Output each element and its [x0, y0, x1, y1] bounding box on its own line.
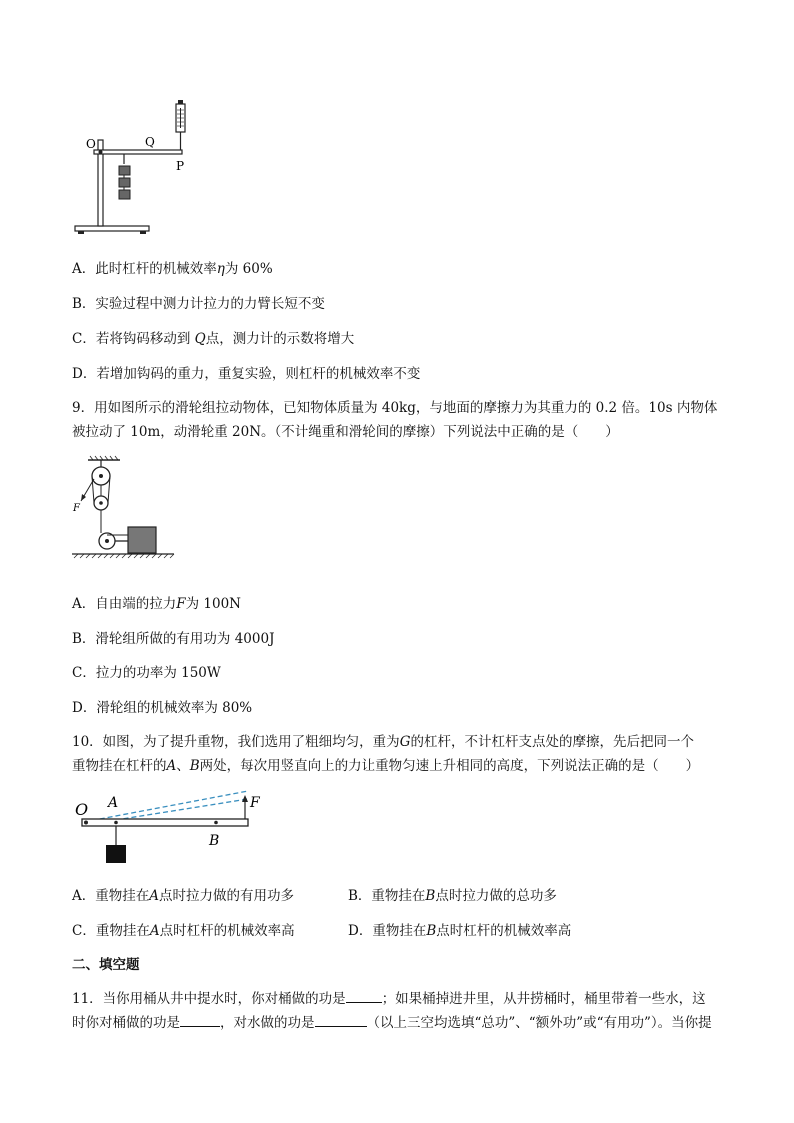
lever-lift-figure [70, 785, 270, 870]
q9-stem-line2: 被拉动了 10m，动滑轮重 20N。（不计绳重和滑轮间的摩擦）下列说法中正确的是（ ） [72, 424, 619, 440]
point-a [114, 821, 118, 825]
q9-option-b: B．滑轮组所做的有用功为 4000J [72, 631, 275, 647]
q9-option-d: D．滑轮组的机械效率为 80% [72, 700, 253, 716]
answer-blank-2[interactable] [180, 1012, 220, 1027]
q8-option-a: A．此时杠杆的机械效率η为 60% [72, 261, 273, 277]
label-o: O [86, 137, 96, 151]
hook-weights [119, 166, 130, 199]
lever-bar [94, 150, 182, 154]
stand-base [75, 226, 149, 231]
stand-foot-left [78, 231, 84, 234]
q9-option-c: C．拉力的功率为 150W [72, 665, 221, 681]
pivot-o [99, 150, 103, 154]
label-o: O [75, 800, 89, 819]
force-arrow [242, 795, 248, 802]
label-p: P [176, 159, 185, 173]
q9-stem-line1: 9．用如图所示的滑轮组拉动物体，已知物体质量为 40kg，与地面的摩擦力为其重力的 0.2 倍。10s 内物体 [72, 400, 718, 416]
label-q: Q [145, 135, 155, 149]
label-f: F [73, 503, 80, 514]
q8-option-d: D．若增加钩码的重力，重复实验，则杠杆的机械效率不变 [72, 366, 421, 382]
lever-stand-figure [70, 98, 200, 238]
q8-option-c: C．若将钩码移动到 Q点，测力计的示数将增大 [72, 331, 355, 347]
pulley-figure [70, 455, 180, 570]
q10-stem-line2: 重物挂在杠杆的A、B两处，每次用竖直向上的力让重物匀速上升相同的高度，下列说法正确的是（ ） [72, 758, 700, 774]
stand-foot-right [140, 231, 146, 234]
q8-option-b: B．实验过程中测力计拉力的力臂长短不变 [72, 296, 325, 312]
q11-stem-line2: 时你对桶做的功是 ，对水做的功是 （以上三空均选填“总功”、“额外功”或“有用功”）。当你提 [72, 1011, 712, 1031]
lever-bar-horizontal [82, 819, 248, 826]
q10-option-d: D．重物挂在B点时杠杆的机械效率高 [348, 923, 572, 939]
answer-blank-3[interactable] [315, 1012, 367, 1027]
answer-blank-1[interactable] [346, 988, 382, 1003]
q10-option-a: A．重物挂在A点时拉力做的有用功多 [72, 888, 294, 904]
q11-stem-line1: 11．当你用桶从井中提水时，你对桶做的功是 ；如果桶掉进井里，从井捞桶时，桶里带着一些水，这 [72, 987, 706, 1007]
q10-option-b: B．重物挂在B点时拉力做的总功多 [348, 888, 557, 904]
spring-scale [176, 100, 185, 150]
label-a: A [108, 795, 119, 811]
q10-option-c: C．重物挂在A点时杠杆的机械效率高 [72, 923, 295, 939]
point-b [214, 821, 218, 825]
pivot-o-point [84, 821, 88, 825]
label-b: B [209, 833, 220, 849]
q10-stem-line1: 10．如图，为了提升重物，我们选用了粗细均匀，重为G的杠杆，不计杠杆支点处的摩擦，先后把同一个 [72, 734, 694, 750]
q9-option-a: A．自由端的拉力F为 100N [72, 596, 241, 612]
label-f: F [250, 795, 260, 811]
block-object [128, 527, 156, 553]
section-heading-fill-in: 二、填空题 [72, 957, 140, 973]
hanging-weight [106, 845, 126, 863]
